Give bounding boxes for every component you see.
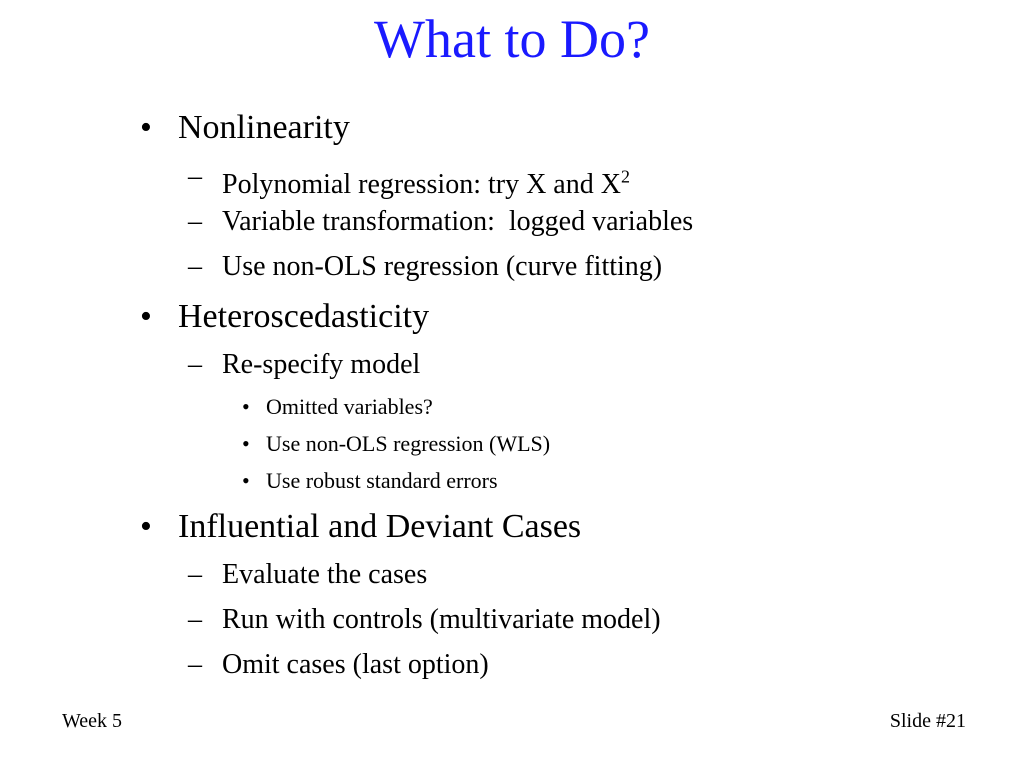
dash-marker: – — [188, 559, 202, 590]
dash-marker: – — [188, 649, 202, 680]
bullet-marker: • — [140, 508, 152, 545]
sub-sub-item-text: Use robust standard errors — [266, 468, 498, 493]
bullet-item-heteroscedasticity — [140, 297, 429, 337]
superscript: 2 — [620, 167, 630, 187]
dash-marker: – — [188, 206, 202, 237]
footer-week: Week 5 — [62, 710, 123, 732]
bullet-item-nonlinearity — [140, 108, 350, 148]
sub-item-text: Omit cases (last option) — [222, 649, 489, 680]
sub-item-controls — [188, 603, 661, 637]
sub-item-evaluate — [188, 558, 427, 592]
sub-sub-item-text: Omitted variables? — [266, 394, 433, 419]
bullet-marker: • — [140, 298, 152, 335]
sub-item-polynomial — [188, 160, 630, 202]
slide-title: What to Do? — [374, 9, 650, 69]
sub-sub-item-text: Use non-OLS regression (WLS) — [266, 431, 551, 456]
bullet-marker: • — [242, 431, 250, 456]
sub-item-text: Variable transformation: logged variables — [222, 206, 694, 237]
dash-marker: – — [188, 161, 202, 192]
sub-item-text: Evaluate the cases — [222, 559, 428, 590]
dash-marker: – — [188, 349, 202, 380]
bullet-marker: • — [242, 394, 250, 419]
sub-item-text: Use non-OLS regression (curve fitting) — [222, 251, 663, 282]
sub-item-text: Re-specify model — [222, 349, 421, 380]
bullet-marker: • — [140, 109, 152, 146]
footer-slide-number: Slide #21 — [889, 710, 966, 732]
bullet-item-influential — [140, 507, 581, 547]
sub-item-label: Polynomial regression: try X and X — [222, 169, 621, 201]
sub-item-text: Run with controls (multivariate model) — [222, 604, 661, 635]
bullet-marker: • — [242, 468, 250, 493]
bullet-text: Nonlinearity — [178, 109, 350, 146]
sub-item-respecify — [188, 348, 420, 382]
dash-marker: – — [188, 251, 202, 282]
sub-item-non-ols-curve — [188, 250, 662, 284]
dash-marker: – — [188, 604, 202, 635]
sub-sub-item-robust — [242, 467, 498, 495]
bullet-text: Influential and Deviant Cases — [178, 508, 582, 545]
sub-sub-item-wls — [242, 430, 550, 458]
bullet-text: Heteroscedasticity — [178, 298, 430, 335]
sub-item-text — [188, 169, 630, 200]
sub-item-omit — [188, 648, 489, 682]
sub-sub-item-omitted — [242, 393, 433, 421]
sub-item-transformation — [188, 205, 693, 239]
